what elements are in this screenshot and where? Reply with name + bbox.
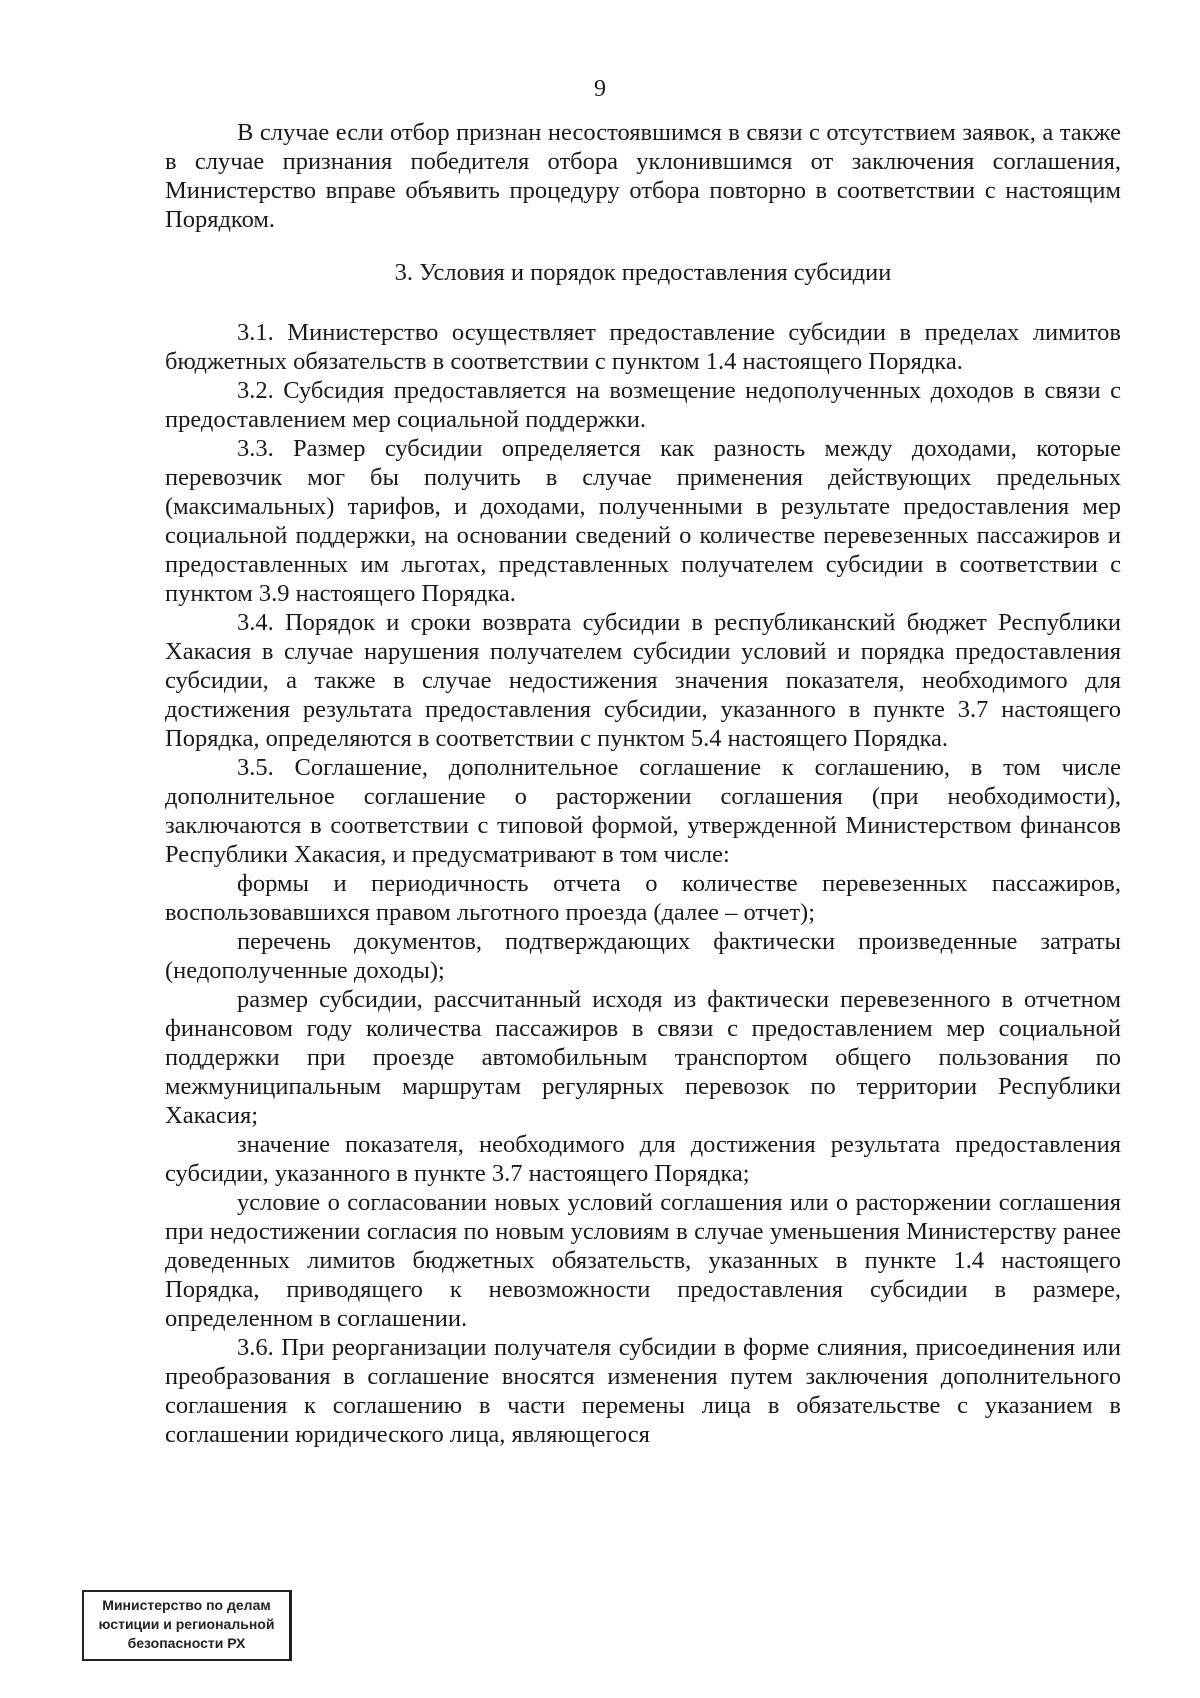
paragraph-3-5: 3.5. Соглашение, дополнительное соглашение к соглашению, в том числе дополнительное соглашение о расторжении соглашения (при необходимости), заключаются в соответствии с типовой формой, утвержденной Министерством финансов Республики Хакасия, и предусматривают в том числе: [165, 754, 1121, 868]
paragraph-3-6: 3.6. При реорганизации получателя субсидии в форме слияния, присоединения или преобразования в соглашение вносятся изменения путем заключения дополнительного соглашения к соглашению в части перемены лица в обязательстве с указанием в соглашении юридического лица, являющегося [165, 1334, 1121, 1448]
paragraph-3-5-item-3: размер субсидии, рассчитанный исходя из фактически перевезенного в отчетном финансовом году количества пассажиров в связи с предоставлением мер социальной поддержки при проезде автомобильным транспортом общего пользования по межмуниципальным маршрутам регулярных перевозок по территории Республики Хакасия; [165, 986, 1121, 1129]
paragraph-3-4: 3.4. Порядок и сроки возврата субсидии в республиканский бюджет Республики Хакасия в случае нарушения получателем субсидии условий и порядка предоставления субсидии, а также в случае недостижения значения показателя, необходимого для достижения результата предоставления субсидии, указанного в пункте 3.7 настоящего Порядка, определяются в соответствии с пунктом 5.4 настоящего Порядка. [165, 609, 1121, 752]
paragraph-3-5-item-4: значение показателя, необходимого для достижения результата предоставления субсидии, указанного в пункте 3.7 настоящего Порядка; [165, 1131, 1121, 1187]
paragraph-3-5-item-1: формы и периодичность отчета о количестве перевезенных пассажиров, воспользовавшихся правом льготного проезда (далее – отчет); [165, 870, 1121, 926]
paragraph-3-5-item-5: условие о согласовании новых условий соглашения или о расторжении соглашения при недостижении согласия по новым условиям в случае уменьшения Министерству ранее доведенных лимитов бюджетных обязательств, указанных в пункте 1.4 настоящего Порядка, приводящего к невозможности предоставления субсидии в размере, определенном в соглашении. [165, 1189, 1121, 1332]
stamp-line-3: безопасности РХ [127, 1635, 246, 1651]
ministry-stamp [82, 1590, 292, 1661]
stamp-line-1: Министерство по делам [102, 1597, 271, 1613]
paragraph-3-5-item-2: перечень документов, подтверждающих фактически произведенные затраты (недополученные доходы); [165, 928, 1121, 984]
section-heading: 3. Условия и порядок предоставления субсидии [394, 259, 892, 286]
paragraph-3-2: 3.2. Субсидия предоставляется на возмещение недополученных доходов в связи с предоставлением мер социальной поддержки. [165, 377, 1121, 433]
page-number: 9 [594, 76, 606, 102]
paragraph-3-3: 3.3. Размер субсидии определяется как разность между доходами, которые перевозчик мог бы получить в случае применения действующих предельных (максимальных) тарифов, и доходами, полученными в результате предоставления мер социальной поддержки, на основании сведений о количестве перевезенных пассажиров и предоставленных им льготах, представленных получателем субсидии в соответствии с пунктом 3.9 настоящего Порядка. [165, 435, 1121, 607]
document-body [165, 118, 1121, 1449]
paragraph-intro: В случае если отбор признан несостоявшимся в связи с отсутствием заявок, а также в случае признания победителя отбора уклонившимся от заключения соглашения, Министерство вправе объявить процедуру отбора повторно в соответствии с настоящим Порядком. [165, 119, 1121, 233]
paragraph-3-1: 3.1. Министерство осуществляет предоставление субсидии в пределах лимитов бюджетных обязательств в соответствии с пунктом 1.4 настоящего Порядка. [165, 319, 1121, 375]
stamp-line-2: юстиции и региональной [98, 1616, 275, 1632]
